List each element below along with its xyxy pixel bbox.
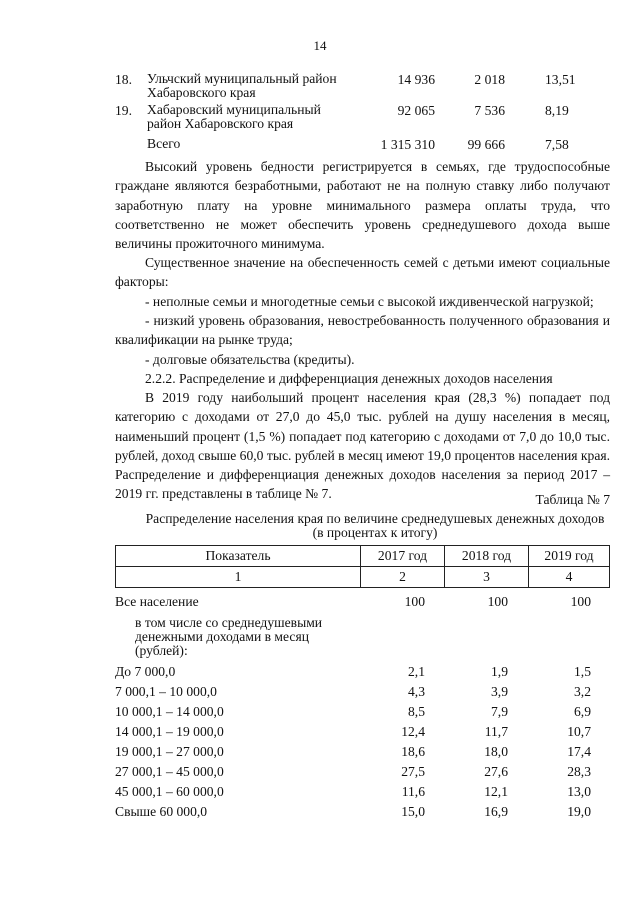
value-2018: 16,9 bbox=[484, 804, 508, 819]
row-number: 19. bbox=[115, 103, 132, 118]
value-cell: 7,58 bbox=[545, 137, 569, 152]
value-cell: 92 065 bbox=[397, 103, 435, 118]
row-label: 19 000,1 – 27 000,0 bbox=[115, 744, 224, 759]
value-cell: 8,19 bbox=[545, 103, 569, 118]
row-label: 45 000,1 – 60 000,0 bbox=[115, 784, 224, 799]
row-label: 7 000,1 – 10 000,0 bbox=[115, 684, 217, 699]
value-2017: 27,5 bbox=[401, 764, 425, 779]
table-row bbox=[115, 742, 610, 762]
table-header-row bbox=[116, 546, 610, 567]
district-name: Хабаровский муниципальный район Хабаровского края bbox=[147, 102, 321, 131]
value-2019: 19,0 bbox=[567, 804, 591, 819]
page-number: 14 bbox=[313, 38, 327, 53]
column-number: 3 bbox=[445, 567, 529, 588]
value-2017: 4,3 bbox=[408, 684, 425, 699]
bullet-item: - низкий уровень образования, невостребованность полученного образования и квалификации на рынке труда; bbox=[115, 313, 610, 348]
header-2019: 2019 год bbox=[529, 546, 610, 567]
value-2018: 11,7 bbox=[484, 724, 508, 739]
value-2018: 12,1 bbox=[484, 784, 508, 799]
table-body bbox=[115, 592, 610, 822]
column-number: 2 bbox=[361, 567, 445, 588]
table-row bbox=[115, 722, 610, 742]
value-2018: 100 bbox=[487, 594, 508, 609]
value-2017: 2,1 bbox=[408, 664, 425, 679]
paragraph-income-2019: В 2019 году наибольший процент населения края (28,3 %) попадает под категорию с доходами от 27,0 до 45,0 тыс. рублей на душу населения в месяц, наименьший процент (1,5 %) попадает под категорию с доходами от 7,0 до 10,0 тыс. рублей, доход свыше 60,0 тыс. рублей в месяц имеют 19,0 процентов населения края. Распределение и дифференциация денежных доходов населения за период 2017 – 2019 гг. представлены в таблице № 7. bbox=[115, 390, 610, 502]
value-2018: 7,9 bbox=[491, 704, 508, 719]
table-row bbox=[115, 802, 610, 822]
value-2019: 3,2 bbox=[574, 684, 591, 699]
value-2018: 1,9 bbox=[491, 664, 508, 679]
table-row bbox=[115, 782, 610, 802]
row-label: 14 000,1 – 19 000,0 bbox=[115, 724, 224, 739]
row-label: До 7 000,0 bbox=[115, 664, 176, 679]
column-number: 1 bbox=[116, 567, 361, 588]
subnote: в том числе со среднедушевыми денежными доходами в месяц (рублей): bbox=[135, 615, 323, 658]
row-label: Свыше 60 000,0 bbox=[115, 804, 208, 819]
row-number: 18. bbox=[115, 72, 132, 87]
header-indicator: Показатель bbox=[116, 546, 361, 567]
value-cell: 14 936 bbox=[397, 72, 435, 87]
paragraph-social-factors: Существенное значение на обеспеченность семей с детьми имеют социальные факторы: bbox=[115, 255, 610, 290]
table-row bbox=[115, 682, 610, 702]
value-2019: 28,3 bbox=[567, 764, 591, 779]
paragraph-poverty: Высокий уровень бедности регистрируется в семьях, где трудоспособные граждане являются безработными, работают не на полную ставку либо получают заработную плату на уровне минимального размера оплаты труда, что соответственно не может обеспечить уровень среднедушевого дохода выше величины прожиточного минимума. bbox=[115, 159, 610, 252]
value-cell: 2 018 bbox=[474, 72, 505, 87]
value-2017: 15,0 bbox=[401, 804, 425, 819]
district-name: Всего bbox=[147, 136, 181, 151]
value-2017: 18,6 bbox=[401, 744, 425, 759]
value-2019: 17,4 bbox=[567, 744, 591, 759]
value-cell: 1 315 310 bbox=[380, 137, 435, 152]
value-2018: 27,6 bbox=[484, 764, 508, 779]
section-heading: 2.2.2. Распределение и дифференциация денежных доходов населения bbox=[145, 371, 553, 386]
value-2017: 11,6 bbox=[401, 784, 425, 799]
bullet-item: - долговые обязательства (кредиты). bbox=[145, 352, 355, 367]
income-distribution-table bbox=[115, 545, 610, 588]
value-cell: 7 536 bbox=[474, 103, 505, 118]
value-2019: 10,7 bbox=[567, 724, 591, 739]
value-2019: 100 bbox=[570, 594, 591, 609]
bullet-item: - неполные семьи и многодетные семьи с высокой иждивенческой нагрузкой; bbox=[145, 294, 594, 309]
header-2018: 2018 год bbox=[445, 546, 529, 567]
value-2019: 13,0 bbox=[567, 784, 591, 799]
table-row bbox=[115, 662, 610, 682]
row-label: 27 000,1 – 45 000,0 bbox=[115, 764, 224, 779]
table-row bbox=[115, 762, 610, 782]
column-number: 4 bbox=[529, 567, 610, 588]
value-2018: 18,0 bbox=[484, 744, 508, 759]
value-2019: 1,5 bbox=[574, 664, 591, 679]
table-label: Таблица № 7 bbox=[535, 492, 610, 507]
row-label: 10 000,1 – 14 000,0 bbox=[115, 704, 224, 719]
table-title: Распределение населения края по величине среднедушевых денежных доходов (в процентах к итогу) bbox=[145, 511, 605, 540]
column-number-row bbox=[116, 567, 610, 588]
district-name: Ульчский муниципальный район Хабаровского края bbox=[147, 71, 337, 100]
table-row bbox=[115, 702, 610, 722]
value-2017: 12,4 bbox=[401, 724, 425, 739]
table-subnote-row bbox=[115, 612, 610, 662]
row-label: Все население bbox=[115, 594, 199, 609]
value-cell: 13,51 bbox=[545, 72, 576, 87]
value-2017: 8,5 bbox=[408, 704, 425, 719]
table-row-total bbox=[115, 592, 610, 612]
value-cell: 99 666 bbox=[467, 137, 505, 152]
header-2017: 2017 год bbox=[361, 546, 445, 567]
value-2019: 6,9 bbox=[574, 704, 591, 719]
value-2017: 100 bbox=[404, 594, 425, 609]
value-2018: 3,9 bbox=[491, 684, 508, 699]
